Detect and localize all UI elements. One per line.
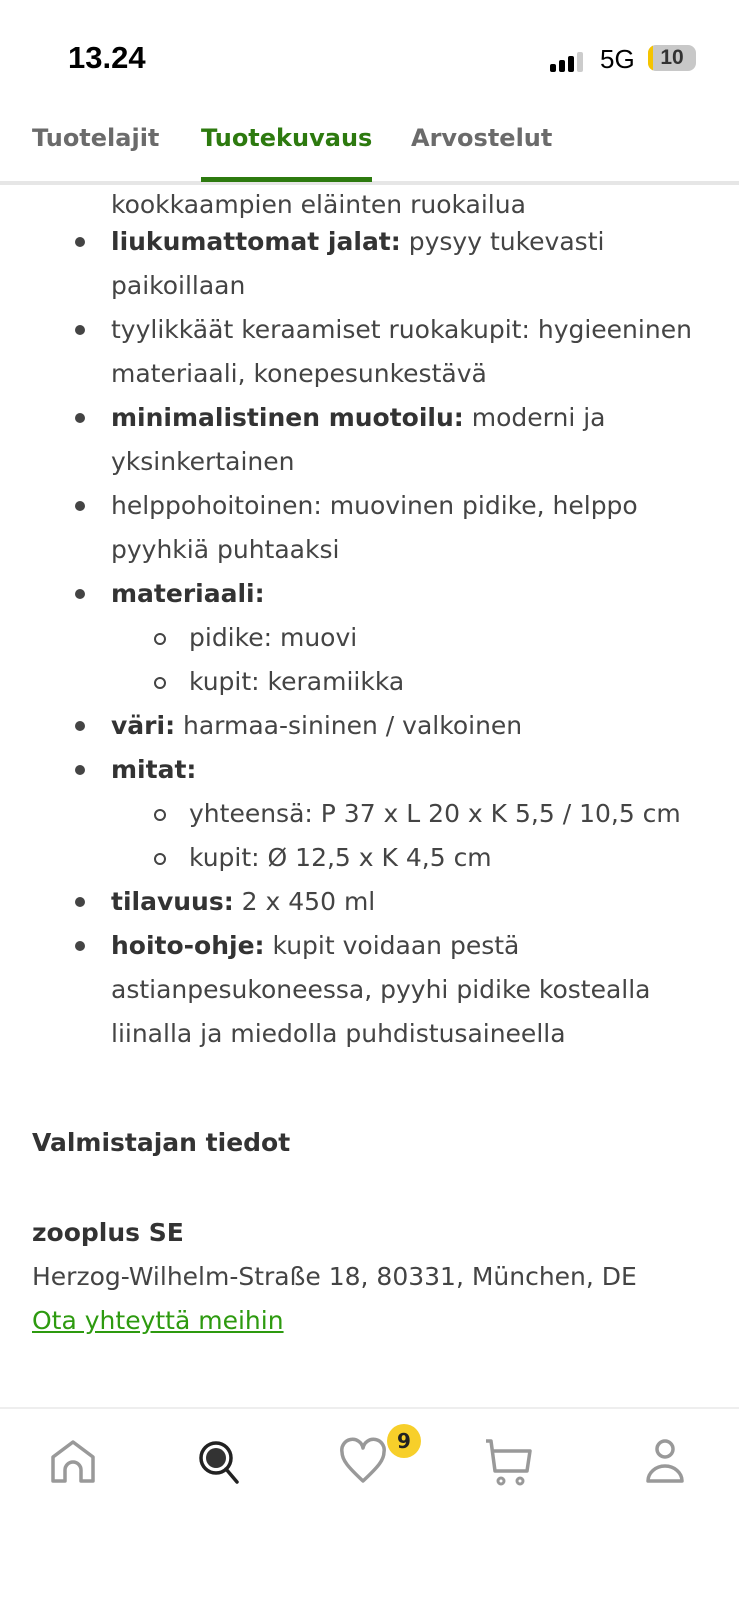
cart-icon[interactable]: [484, 1437, 534, 1487]
feature-list: [0, 220, 739, 1056]
sub-feature-list: [111, 792, 739, 880]
feature-item: [0, 880, 739, 924]
feature-text: tyylikkäät keraamiset ruokakupit: hygieeninen materiaali, konepesunkestävä: [111, 315, 692, 388]
sub-feature-item: yhteensä: P 37 x L 20 x K 5,5 / 10,5 cm: [111, 792, 739, 836]
status-bar: [0, 0, 739, 110]
feature-item: [0, 748, 739, 880]
feature-text: pysyy tukevasti paikoillaan: [111, 227, 605, 300]
manufacturer-heading: Valmistajan tiedot: [32, 1128, 291, 1157]
heart-icon[interactable]: [338, 1437, 388, 1487]
manufacturer-address: Herzog-Wilhelm-Straße 18, 80331, München, DE: [32, 1262, 637, 1291]
network-type: 5G: [600, 44, 635, 74]
feature-item: [0, 484, 739, 572]
feature-label: hoito-ohje:: [111, 931, 265, 960]
tab-product-variants[interactable]: Tuotelajit: [32, 124, 160, 152]
feature-item: [0, 396, 739, 484]
wishlist-count-badge: 9: [387, 1424, 421, 1458]
sub-feature-item: kupit: Ø 12,5 x K 4,5 cm: [111, 836, 739, 880]
search-icon[interactable]: [194, 1437, 244, 1487]
sub-feature-item: kupit: keramiikka: [111, 660, 739, 704]
contact-link[interactable]: Ota yhteyttä meihin: [32, 1306, 284, 1335]
feature-label: materiaali:: [111, 579, 265, 608]
feature-label: mitat:: [111, 755, 197, 784]
signal-icon: [550, 52, 583, 72]
feature-text: moderni ja yksinkertainen: [111, 403, 606, 476]
feature-label: tilavuus:: [111, 887, 234, 916]
battery-icon: [648, 45, 696, 71]
product-description: [0, 190, 739, 1056]
feature-text: harmaa-sininen / valkoinen: [175, 711, 523, 740]
feature-text: helppohoitoinen: muovinen pidike, helppo pyyhkiä puhtaaksi: [111, 491, 638, 564]
feature-label: minimalistinen muotoilu:: [111, 403, 464, 432]
bottom-nav: [0, 1407, 739, 1600]
feature-item: [0, 220, 739, 308]
clipped-line: kookkaampien eläinten ruokailua: [111, 190, 526, 219]
battery-level: 10: [660, 46, 684, 69]
clock: 13.24: [68, 40, 146, 75]
feature-label: liukumattomat jalat:: [111, 227, 401, 256]
home-icon[interactable]: [48, 1437, 98, 1487]
feature-item: [0, 924, 739, 1056]
feature-text: kupit voidaan pestä astianpesukoneessa, pyyhi pidike kostealla liinalla ja miedolla puhdistusaineella: [111, 931, 651, 1048]
feature-label: väri:: [111, 711, 176, 740]
tab-bar: [0, 110, 739, 185]
tab-reviews[interactable]: Arvostelut: [411, 124, 553, 152]
sub-feature-item: pidike: muovi: [111, 616, 739, 660]
tab-description[interactable]: Tuotekuvaus: [201, 124, 373, 152]
feature-text: 2 x 450 ml: [233, 887, 376, 916]
profile-icon[interactable]: [640, 1437, 690, 1487]
manufacturer-name: zooplus SE: [32, 1218, 184, 1247]
sub-feature-list: [111, 616, 739, 704]
feature-item: [0, 308, 739, 396]
feature-item: [0, 704, 739, 748]
feature-item: [0, 572, 739, 704]
